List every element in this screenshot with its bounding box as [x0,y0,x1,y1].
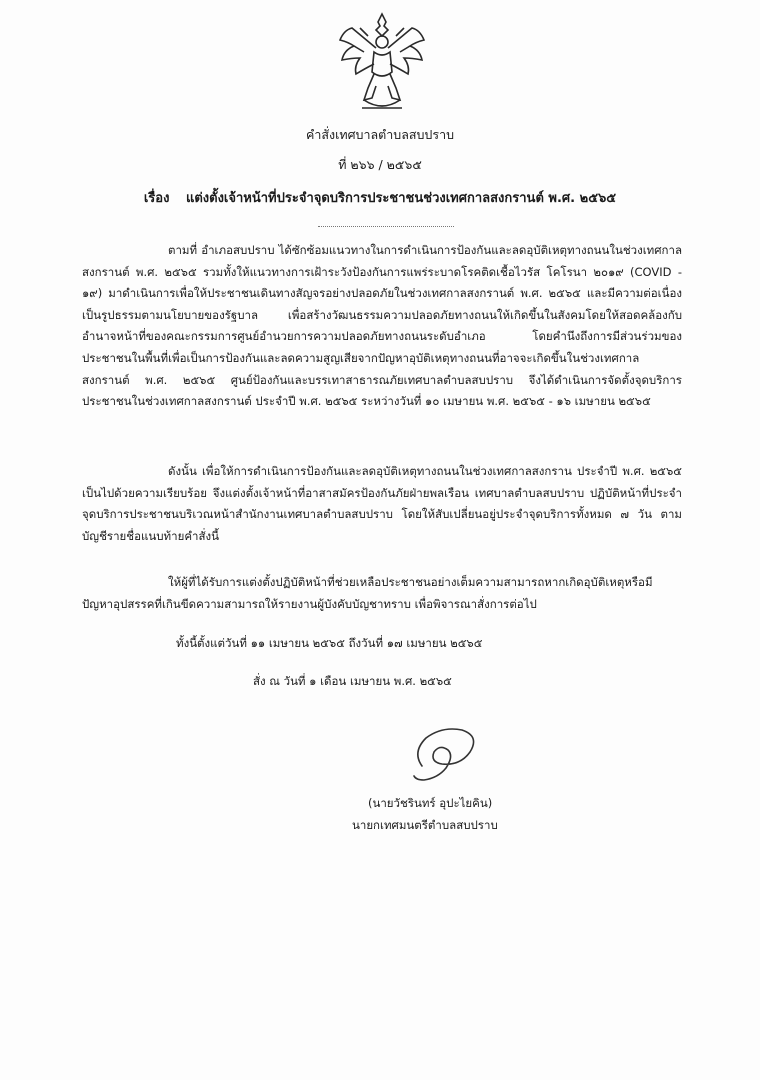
body-paragraph-2: ดังนั้น เพื่อให้การดำเนินการป้องกันและลดอุบัติเหตุทางถนนในช่วงเทศกาลสงกราน ประจำปี พ.ศ. ๒๕๖๕ เป็นไปด้วยความเรียบร้อย จึงแต่งตั้งเจ้าหน้าที่อาสาสมัครป้องกันภัยฝ่ายพลเรือน เทศบาลตำบลสบปราบ ปฏิบัติหน้าที่ประจำจุดบริการประชาชนบริเวณหน้าสำนักงานเทศบาลตำบลสบปราบ โดยให้สับเปลี่ยนอยู่ประจำจุดบริการทั้งหมด ๗ วัน ตามบัญชีรายชื่อแนบท้ายคำสั่งนี้ [82,464,682,543]
body-paragraph-3: ให้ผู้ที่ได้รับการแต่งตั้งปฏิบัติหน้าที่ช่วยเหลือประชาชนอย่างเต็มความสามารถหากเกิดอุบัติเหตุหรือมีปัญหาอุปสรรคที่เกินขีดความสามารถให้รายงานผู้บังคับบัญชาทราบ เพื่อพิจารณาสั่งการต่อไป [82,575,653,611]
order-number: ที่ ๒๖๖ / ๒๕๖๕ [338,157,422,172]
dotted-separator [318,226,454,227]
subject-text: แต่งตั้งเจ้าหน้าที่ประจำจุดบริการประชาชนช่วงเทศกาลสงกรานต์ พ.ศ. ๒๕๖๕ [185,191,617,206]
body-paragraph-1: ตามที่ อำเภอสบปราบ ได้ซักซ้อมแนวทางในการดำเนินการป้องกันและลดอุบัติเหตุทางถนนในช่วงเทศกาลสงกรานต์ พ.ศ. ๒๕๖๕ รวมทั้งให้แนวทางการเฝ้าระวังป้องกันการแพร่ระบาดโรคติดเชื้อไวรัส โคโรนา ๒๐๑๙ (COVID - ๑๙) มาดำเนินการเพื่อให้ประชาชนเดินทางสัญจรอย่างปลอดภัยในช่วงเทศกาลสงกรานต์ พ.ศ. ๒๕๖๕ และมีความต่อเนื่องเป็นรูปธรรมตามนโยบายของรัฐบาล เพื่อสร้างวัฒนธรรมความปลอดภัยทางถนนให้เกิดขึ้นในสังคมโดยให้สอดคล้องกับอำนาจหน้าที่ของคณะกรรมการศูนย์อำนวยการความปลอดภัยทางถนนระดับอำเภอ โดยคำนึงถึงการมีส่วนร่วมของประชาชนในพื้นที่เพื่อเป็นการป้องกันและลดความสูญเสียจากปัญหาอุบัติเหตุทางถนนที่อาจจะเกิดขึ้นในช่วงเทศกาลสงกรานต์ พ.ศ. ๒๕๖๕ ศูนย์ป้องกันและบรรเทาสาธารณภัยเทศบาลตำบลสบปราบ จึงได้ดำเนินการจัดตั้งจุดบริการประชาชนในช่วงเทศกาลสงกรานต์ ประจำปี พ.ศ. ๒๕๖๕ ระหว่างวันที่ ๑๐ เมษายน พ.ศ. ๒๕๖๕ - ๑๖ เมษายน ๒๕๖๕ [82,243,682,409]
subject-label: เรื่อง [143,191,170,206]
signature-icon [408,722,484,786]
signer-position: นายกเทศมนตรีตำบลสบปราบ [352,818,498,832]
ordered-date: สั่ง ณ วันที่ ๑ เดือน เมษายน พ.ศ. ๒๕๖๕ [253,674,452,688]
subject-line [0,190,760,208]
order-title: คำสั่งเทศบาลตำบลสบปราบ [305,127,455,142]
garuda-emblem-icon [334,8,430,116]
effective-period: ทั้งนี้ตั้งแต่วันที่ ๑๑ เมษายน ๒๕๖๕ ถึงวันที่ ๑๗ เมษายน ๒๕๖๕ [176,636,483,650]
signer-name: (นายวัชรินทร์ อุปะไยคิน) [368,796,493,810]
